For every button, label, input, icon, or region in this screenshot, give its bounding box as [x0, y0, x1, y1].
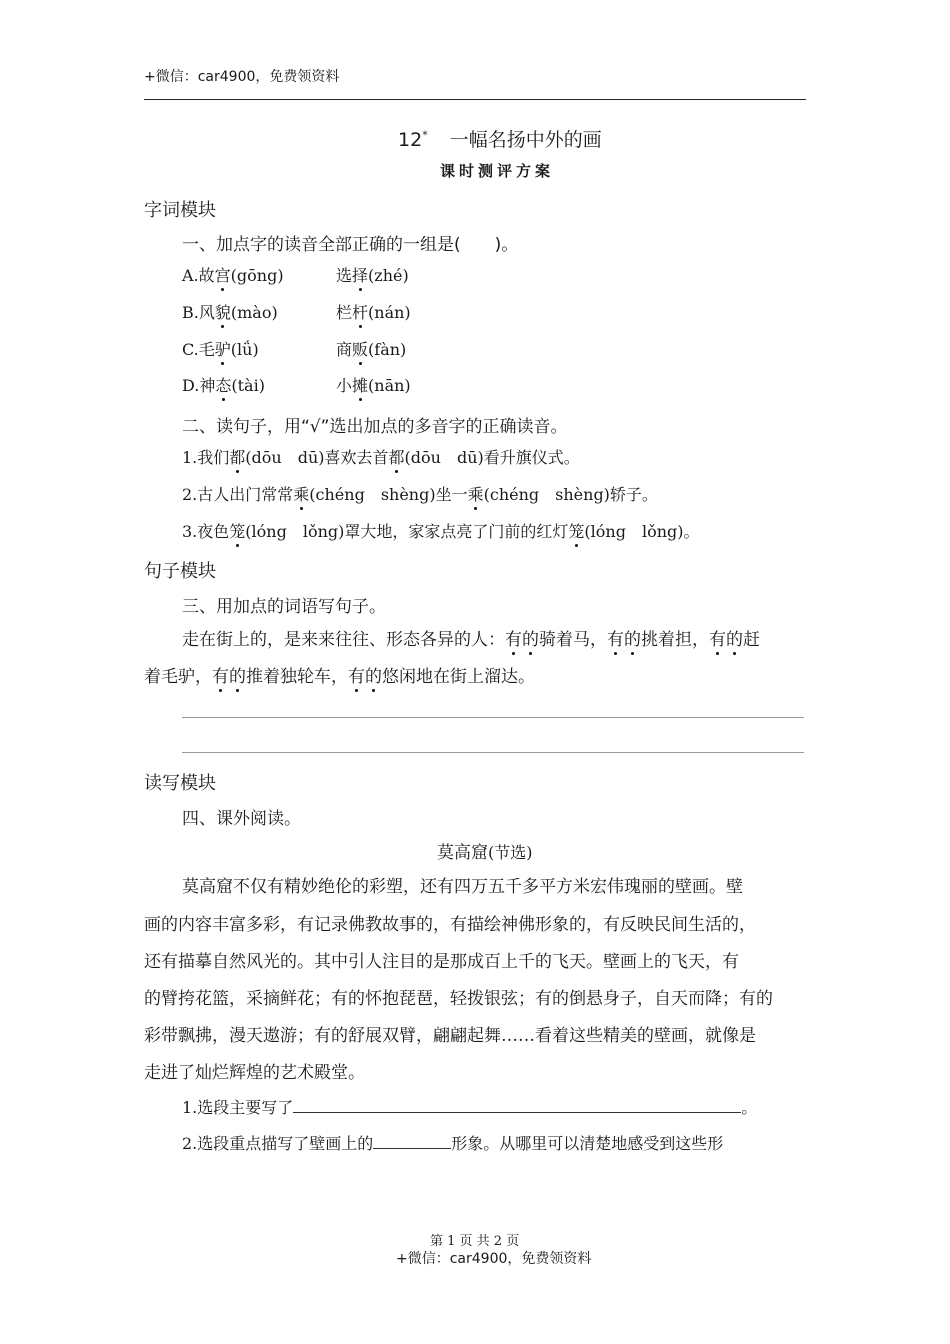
word: 故: [198, 266, 215, 285]
passage-line: 莫高窟不仅有精妙绝伦的彩塑，还有四万五千多平方米宏伟瑰丽的壁画。壁: [182, 877, 743, 897]
text: 赶: [743, 630, 760, 650]
dotted-char: 的: [229, 662, 246, 687]
dotted-char: 笼: [568, 519, 584, 542]
passage-title-text: 莫高窟: [437, 843, 488, 863]
dotted-char: 摊: [352, 373, 368, 396]
text: 2.选段重点描写了壁画上的: [182, 1134, 374, 1153]
answer-blank[interactable]: [373, 1134, 451, 1149]
lesson-title-text: 一幅名扬中外的画: [449, 129, 602, 151]
option-label: A.: [182, 266, 199, 285]
passage-line: 还有描摹自然风光的。其中引人注目的是那成百上千的飞天。壁画上的飞天，有: [144, 952, 739, 972]
option-d: [182, 373, 265, 396]
word: 选: [336, 266, 353, 285]
text: 。: [741, 1098, 758, 1117]
option-c-word2: [336, 337, 406, 360]
text: (dōu dū)喜欢去首: [245, 448, 389, 467]
q2-item-2: [182, 482, 658, 505]
passage-line: 彩带飘拂，漫天遨游；有的舒展双臂，翩翩起舞……看着这些精美的壁画，就像是: [144, 1026, 756, 1046]
question-2: 二、读句子，用“√”选出加点的多音字的正确读音。: [182, 417, 568, 437]
word: 栏: [336, 303, 353, 322]
dotted-char: 有: [212, 662, 229, 687]
dotted-char: 态: [215, 373, 231, 396]
sub-question-2: [182, 1131, 723, 1154]
text: 挑着担，: [641, 630, 709, 650]
header-rule: [144, 99, 806, 100]
section-heading-sentences: 句子模块: [144, 561, 216, 582]
footer-watermark: +微信：car4900，免费领资料: [396, 1251, 592, 1267]
option-c: [182, 337, 259, 360]
dotted-char: 择: [352, 263, 368, 286]
pinyin: (mào): [230, 303, 278, 322]
dotted-char: 有: [709, 625, 726, 650]
text: (chéng shèng)轿子。: [483, 485, 658, 504]
section-heading-words: 字词模块: [144, 200, 216, 221]
text: (dōu dū)看升旗仪式。: [404, 448, 580, 467]
dotted-char: 都: [229, 445, 245, 468]
pinyin: (zhé): [368, 266, 409, 285]
word: 毛: [198, 340, 215, 359]
option-b-word2: [336, 300, 411, 323]
text: 1.选段主要写了: [182, 1098, 294, 1117]
passage-line: 画的内容丰富多彩，有记录佛教故事的，有描绘神佛形象的，有反映民间生活的，: [144, 915, 756, 935]
lesson-title: [398, 125, 602, 152]
text: 着毛驴，: [144, 667, 212, 687]
question-4: 四、课外阅读。: [182, 809, 301, 829]
header-watermark: +微信：car4900，免费领资料: [144, 69, 340, 85]
passage-note: (节选): [488, 843, 533, 862]
answer-line-2[interactable]: [182, 752, 804, 753]
pinyin: (fàn): [368, 340, 407, 359]
text: 3.夜色: [182, 522, 230, 541]
dotted-char: 笼: [229, 519, 245, 542]
pinyin: (gōng): [230, 266, 284, 285]
dotted-char: 乘: [293, 482, 309, 505]
answer-line-1[interactable]: [182, 717, 804, 718]
option-b: [182, 300, 278, 323]
passage-title: [437, 838, 533, 863]
q2-item-3: [182, 519, 700, 542]
section-heading-reading: 读写模块: [144, 773, 216, 794]
page-number: 第 1 页 共 2 页: [430, 1234, 520, 1249]
answer-blank[interactable]: [293, 1098, 741, 1113]
passage-line: 的臂挎花篮，采摘鲜花；有的怀抱琵琶，轻拨银弦；有的倒悬身子，自天而降；有的: [144, 989, 773, 1009]
pinyin: (lǘ): [230, 340, 259, 359]
q3-sentence-line-1: [182, 625, 760, 650]
word: 风: [198, 303, 215, 322]
dotted-char: 贩: [352, 337, 368, 360]
dotted-char: 宫: [215, 263, 231, 286]
word: 神: [199, 376, 216, 395]
passage-line: 走进了灿烂辉煌的艺术殿堂。: [144, 1063, 365, 1083]
option-a-word2: [336, 263, 409, 286]
option-label: D.: [182, 376, 200, 395]
text: 形象。从哪里可以清楚地感受到这些形: [451, 1134, 724, 1153]
q2-item-1: [182, 445, 580, 468]
option-d-word2: [336, 373, 411, 396]
dotted-char: 的: [365, 662, 382, 687]
dotted-char: 有: [607, 625, 624, 650]
text: 骑着马，: [539, 630, 607, 650]
dotted-char: 杆: [352, 300, 368, 323]
word: 小: [336, 376, 353, 395]
question-3: 三、用加点的词语写句子。: [182, 597, 386, 617]
lesson-number: 12: [398, 129, 423, 151]
option-label: B.: [182, 303, 199, 322]
dotted-char: 驴: [215, 337, 231, 360]
q3-sentence-line-2: [144, 662, 535, 687]
question-1: 一、加点字的读音全部正确的一组是( )。: [182, 235, 519, 255]
pinyin: (nán): [368, 303, 411, 322]
option-a: [182, 263, 284, 286]
dotted-char: 貌: [215, 300, 231, 323]
dotted-char: 的: [522, 625, 539, 650]
option-label: C.: [182, 340, 199, 359]
dotted-char: 乘: [468, 482, 484, 505]
dotted-char: 都: [389, 445, 405, 468]
text: (lóng lǒng)罩大地，家家点亮了门前的红灯: [245, 522, 569, 541]
pinyin: (nān): [368, 376, 411, 395]
dotted-char: 有: [505, 625, 522, 650]
text: 走在街上的，是来来往往、形态各异的人：: [182, 630, 505, 650]
sub-question-1: [182, 1095, 757, 1118]
text: 悠闲地在街上溜达。: [382, 667, 535, 687]
dotted-char: 有: [348, 662, 365, 687]
text: 推着独轮车，: [246, 667, 348, 687]
text: (chéng shèng)坐一: [309, 485, 468, 504]
dotted-char: 的: [624, 625, 641, 650]
dotted-char: 的: [726, 625, 743, 650]
text: (lóng lǒng)。: [584, 522, 700, 541]
lesson-subtitle: 课时测评方案: [440, 162, 555, 180]
text: 1.我们: [182, 448, 230, 467]
word: 商: [336, 340, 353, 359]
pinyin: (tài): [231, 376, 265, 395]
lesson-star: *: [422, 128, 428, 142]
text: 2.古人出门常常: [182, 485, 294, 504]
